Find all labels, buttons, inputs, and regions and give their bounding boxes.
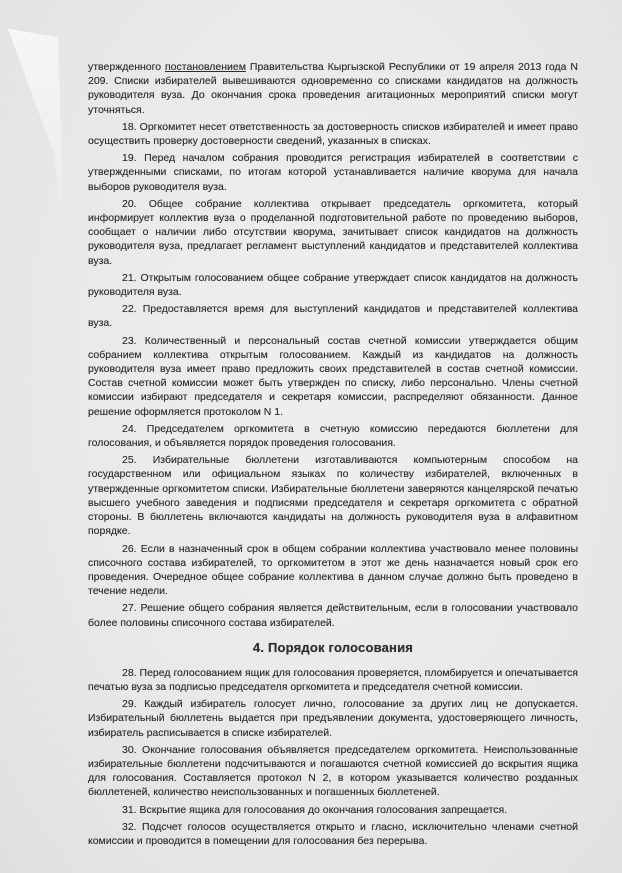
paragraph-28: 28. Перед голосованием ящик для голосования проверяется, пломбируется и опечатывается печатью вуза за подписью председателя оргкомитета и председателя счетной комиссии. bbox=[88, 666, 578, 693]
paragraph-22: 22. Предоставляется время для выступлений кандидатов и представителей коллектива вуза. bbox=[88, 303, 578, 330]
paragraph-23: 23. Количественный и персональный состав счетной комиссии утверждается общим собранием коллектива открытым голосованием. Каждый из кандидатов на должность руководителя вуза имеет право предложить своих представителей в состав счетной комиссии. Состав счетной комиссии может быть утвержден по списку, либо персонально. Члены счетной комиссии избирают председателя и секретаря комиссии, распределяют обязанности. Данное решение оформляется протоколом N 1. bbox=[88, 334, 578, 418]
paragraph-19: 19. Перед началом собрания проводится регистрация избирателей в соответствии с утвержденными списками, по итогам которой устанавливается наличие кворума для начала выборов руководителя вуза. bbox=[88, 152, 578, 193]
paragraph-29: 29. Каждый избиратель голосует лично, голосование за других лиц не допускается. Избирательный бюллетень выдается при предъявлении документа, удостоверяющего личность, избиратель расписывается в списке избирателей. bbox=[88, 698, 578, 739]
paragraph-21: 21. Открытым голосованием общее собрание утверждает список кандидатов на должность руководителя вуза. bbox=[88, 271, 578, 299]
underlined-word: постановлением bbox=[165, 61, 246, 73]
document-text-block bbox=[88, 60, 578, 851]
page-corner-fold bbox=[5, 22, 75, 242]
section-heading: 4. Порядок голосования bbox=[252, 639, 414, 655]
intro-text-suffix: Правительства Кыргызской Республики от 19 апреля 2013 года N 209. Списки избирателей вывешиваются одновременно со списками кандидатов на должность руководителя вуза. До окончания срока проведения агитационных мероприятий списки могут уточняться. bbox=[88, 61, 578, 116]
paragraph-20: 20. Общее собрание коллектива открывает председатель оргкомитета, который информирует коллектив вуза о проделанной подготовительной работе по проведению выборов, сообщает о наличии либо отсутствии кворума, зачитывает список кандидатов на должность руководителя вуза, предлагает регламент выступлений кандидатов и представителей коллектива вуза. bbox=[88, 197, 578, 267]
paragraph-27: 27. Решение общего собрания является действительным, если в голосовании участвовало более половины списочного состава избирателей. bbox=[88, 602, 578, 629]
intro-paragraph bbox=[88, 60, 578, 117]
intro-text-prefix: утвержденного bbox=[88, 61, 165, 73]
paragraph-18: 18. Оргкомитет несет ответственность за достоверность списков избирателей и имеет право осуществить проверку достоверности сведений, указанных в списках. bbox=[88, 120, 578, 148]
paragraph-26: 26. Если в назначенный срок в общем собрании коллектива участвовало менее половины списочного состава избирателей, то оргкомитетом в этот же день назначается новый срок его проведения. Очередное общее собрание коллектива в данном случае должно быть проведено в течение недели. bbox=[88, 542, 578, 598]
paragraph-31: 31. Вскрытие ящика для голосования до окончания голосования запрещается. bbox=[122, 803, 508, 816]
paragraph-30: 30. Окончание голосования объявляется председателем оргкомитета. Неиспользованные избирательные бюллетени подсчитываются и погашаются счетной комиссией до вскрытия ящика для голосования. Составляется протокол N 2, в котором указывается количество розданных бюллетеней, количество неиспользованных и погашенных бюллетеней. bbox=[88, 743, 578, 799]
paragraph-32: 32. Подсчет голосов осуществляется открыто и гласно, исключительно членами счетной комиссии и проводится в помещении для голосования без перерыва. bbox=[88, 820, 578, 847]
paragraph-24: 24. Председателем оргкомитета в счетную комиссию передаются бюллетени для голосования, и объявляется порядок проведения голосования. bbox=[88, 422, 578, 450]
paragraph-25: 25. Избирательные бюллетени изготавливаются компьютерным способом на государственном или официальном языках по количеству избирателей, включенных в утвержденные оргкомитетом списки. Избирательные бюллетени заверяются канцелярской печатью высшего учебного заведения и подписями председателя и секретаря оргкомитета с обратной стороны. В бюллетень включаются кандидаты на должность руководителя вуза в алфавитном порядке. bbox=[88, 454, 578, 538]
